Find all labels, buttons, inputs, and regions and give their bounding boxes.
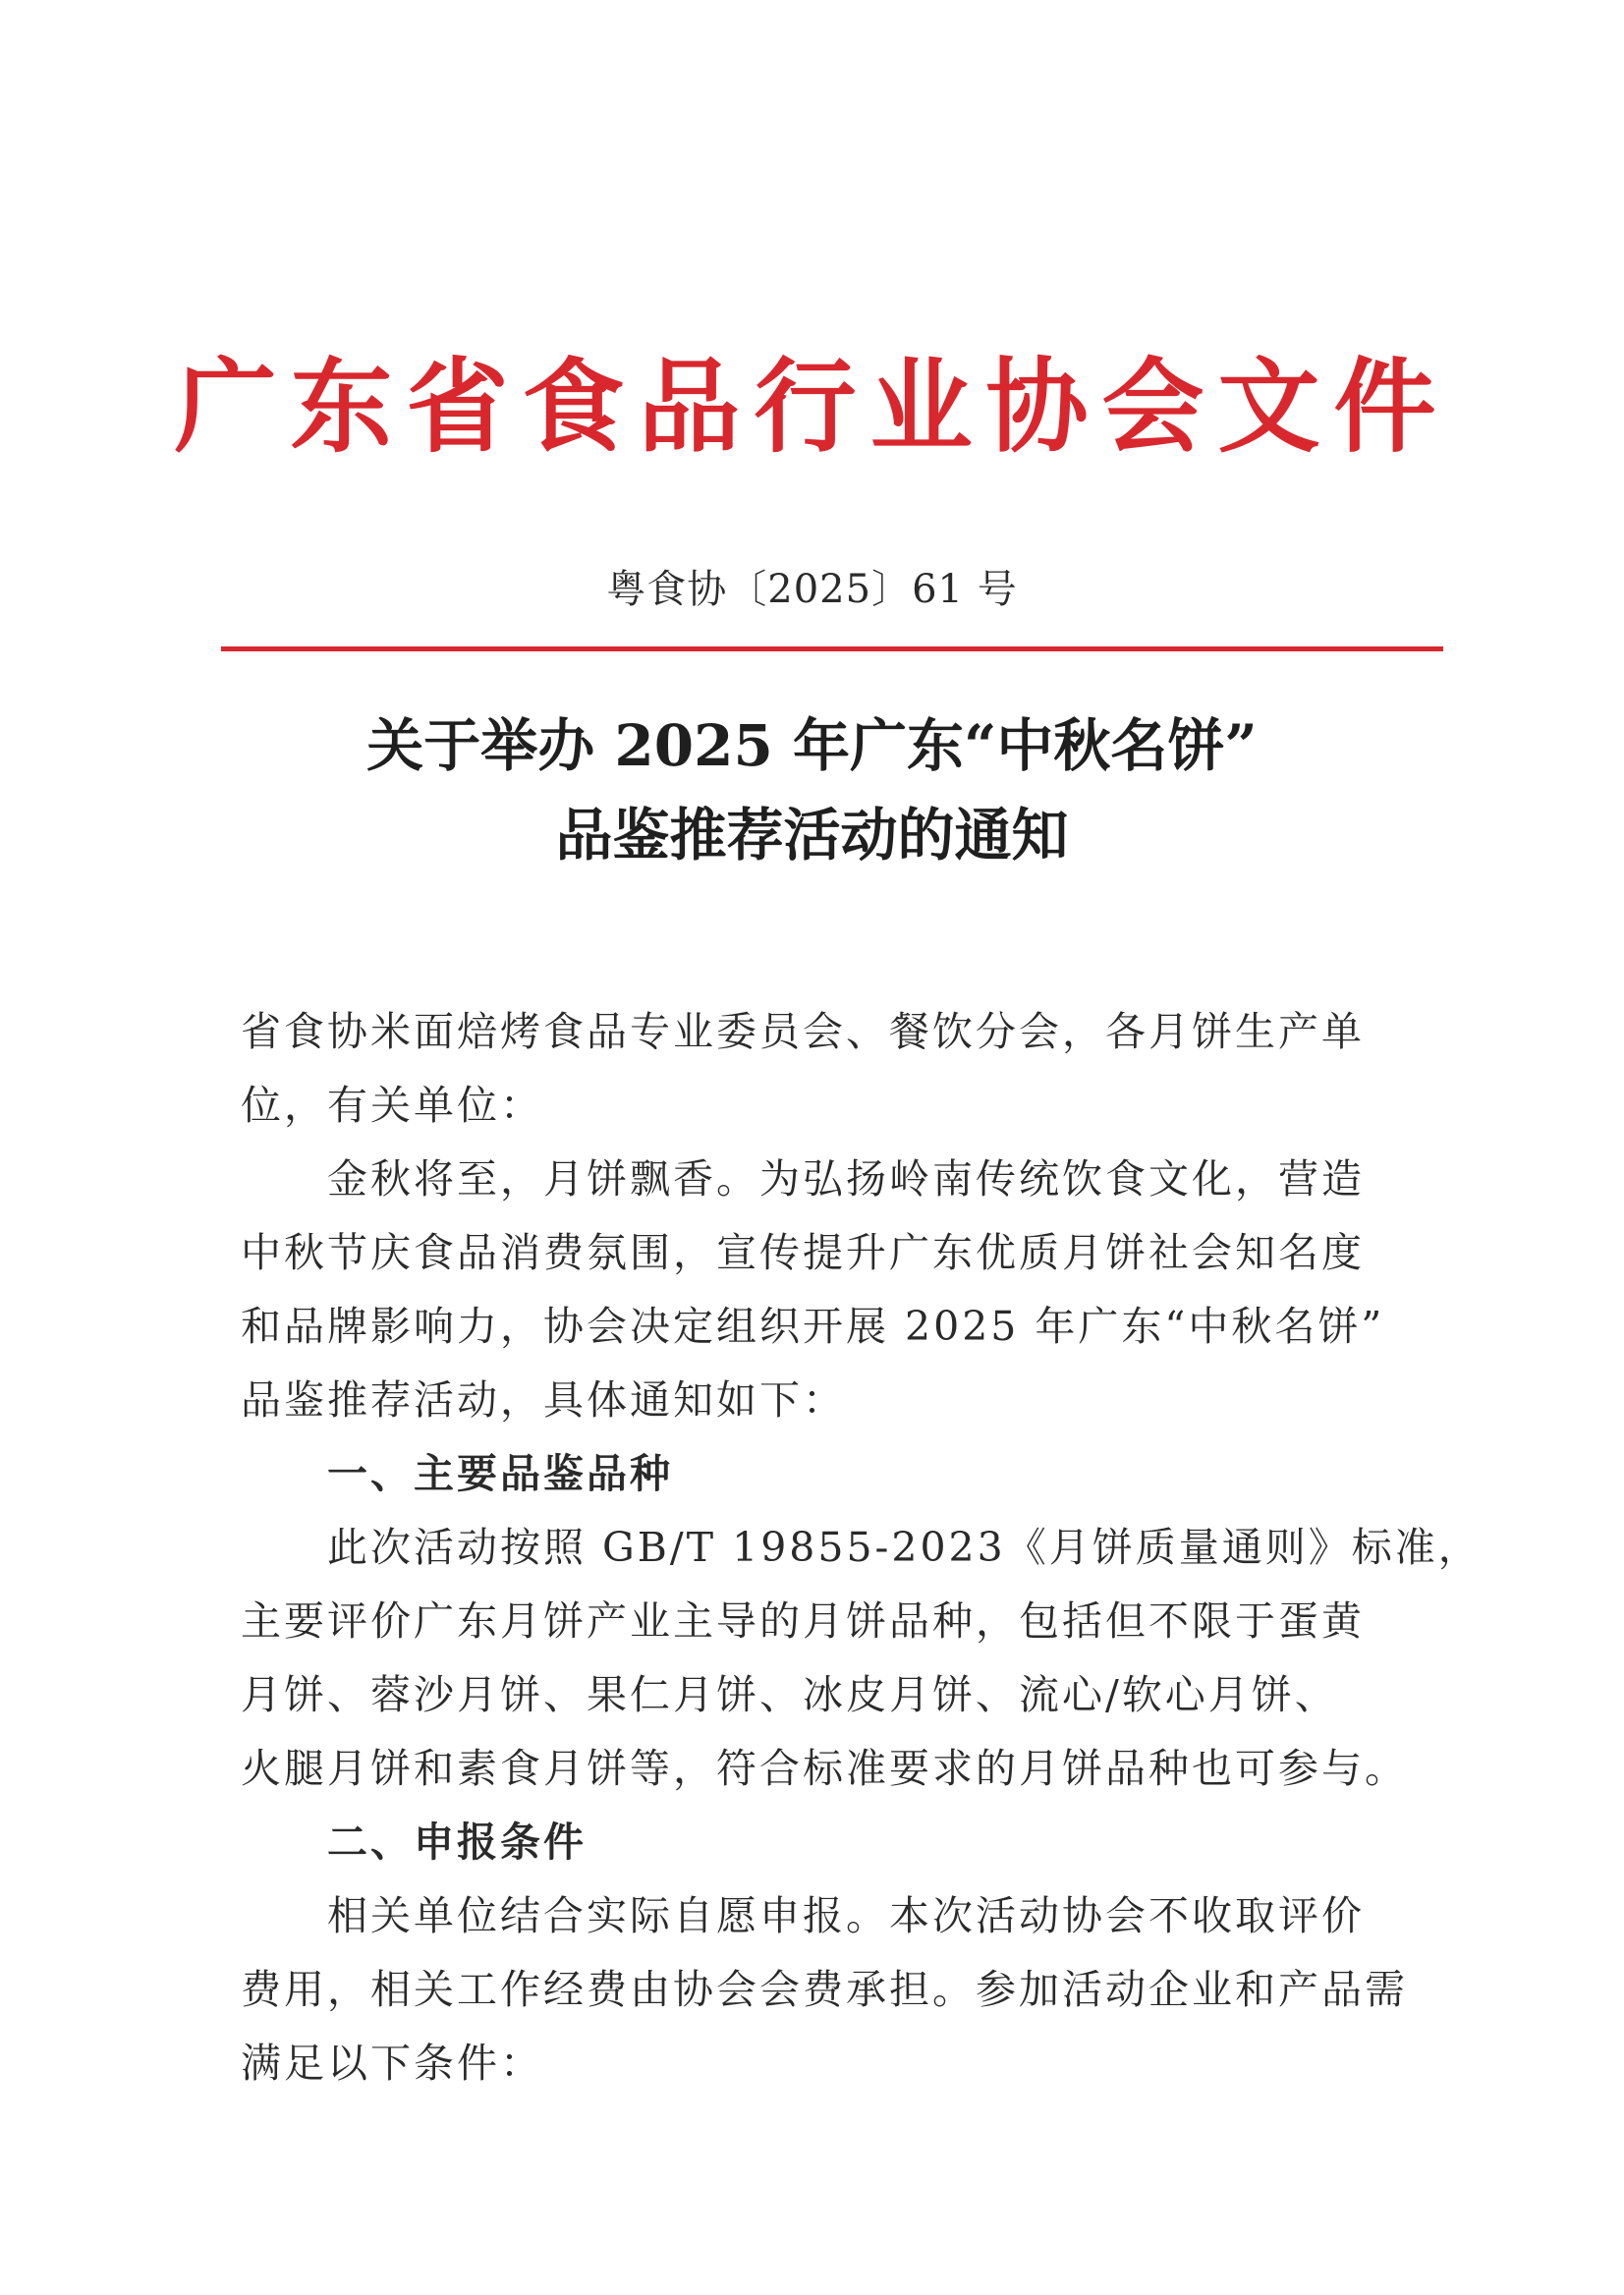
intro-line-4: 品鉴推荐活动，具体通知如下：: [241, 1376, 846, 1424]
section2-line-3: 满足以下条件：: [241, 2040, 543, 2087]
section-heading-1: 一、主要品鉴品种: [327, 1450, 673, 1497]
section1-line-4: 火腿月饼和素食月饼等，符合标准要求的月饼品种也可参与。: [241, 1745, 1408, 1792]
section1-line-2: 主要评价广东月饼产业主导的月饼品种，包括但不限于蛋黄: [241, 1597, 1365, 1645]
red-divider-line: [221, 646, 1443, 651]
section-heading-2: 二、申报条件: [327, 1819, 587, 1866]
notice-title-line-2: 品鉴推荐活动的通知: [555, 802, 1069, 868]
addressee-line-2: 位，有关单位：: [241, 1082, 543, 1129]
section1-line-3: 月饼、蓉沙月饼、果仁月饼、冰皮月饼、流心/软心月饼、: [241, 1671, 1338, 1718]
intro-line-1: 金秋将至，月饼飘香。为弘扬岭南传统饮食文化，营造: [327, 1155, 1365, 1203]
document-number: 粤食协〔2025〕61 号: [606, 567, 1018, 612]
section1-line-1: 此次活动按照 GB/T 19855-2023《月饼质量通则》标准，: [327, 1524, 1482, 1571]
addressee-line-1: 省食协米面焙烤食品专业委员会、餐饮分会，各月饼生产单: [241, 1008, 1365, 1055]
notice-title-line-1: 关于举办 2025 年广东“中秋名饼”: [366, 712, 1258, 779]
letterhead-title: 广东省食品行业协会文件: [174, 346, 1450, 467]
intro-line-2: 中秋节庆食品消费氛围，宣传提升广东优质月饼社会知名度: [241, 1229, 1365, 1276]
section2-line-2: 费用，相关工作经费由协会会费承担。参加活动企业和产品需: [241, 1966, 1408, 2013]
intro-line-3: 和品牌影响力，协会决定组织开展 2025 年广东“中秋名饼”: [241, 1303, 1385, 1350]
section2-line-1: 相关单位结合实际自愿申报。本次活动协会不收取评价: [327, 1892, 1365, 1939]
